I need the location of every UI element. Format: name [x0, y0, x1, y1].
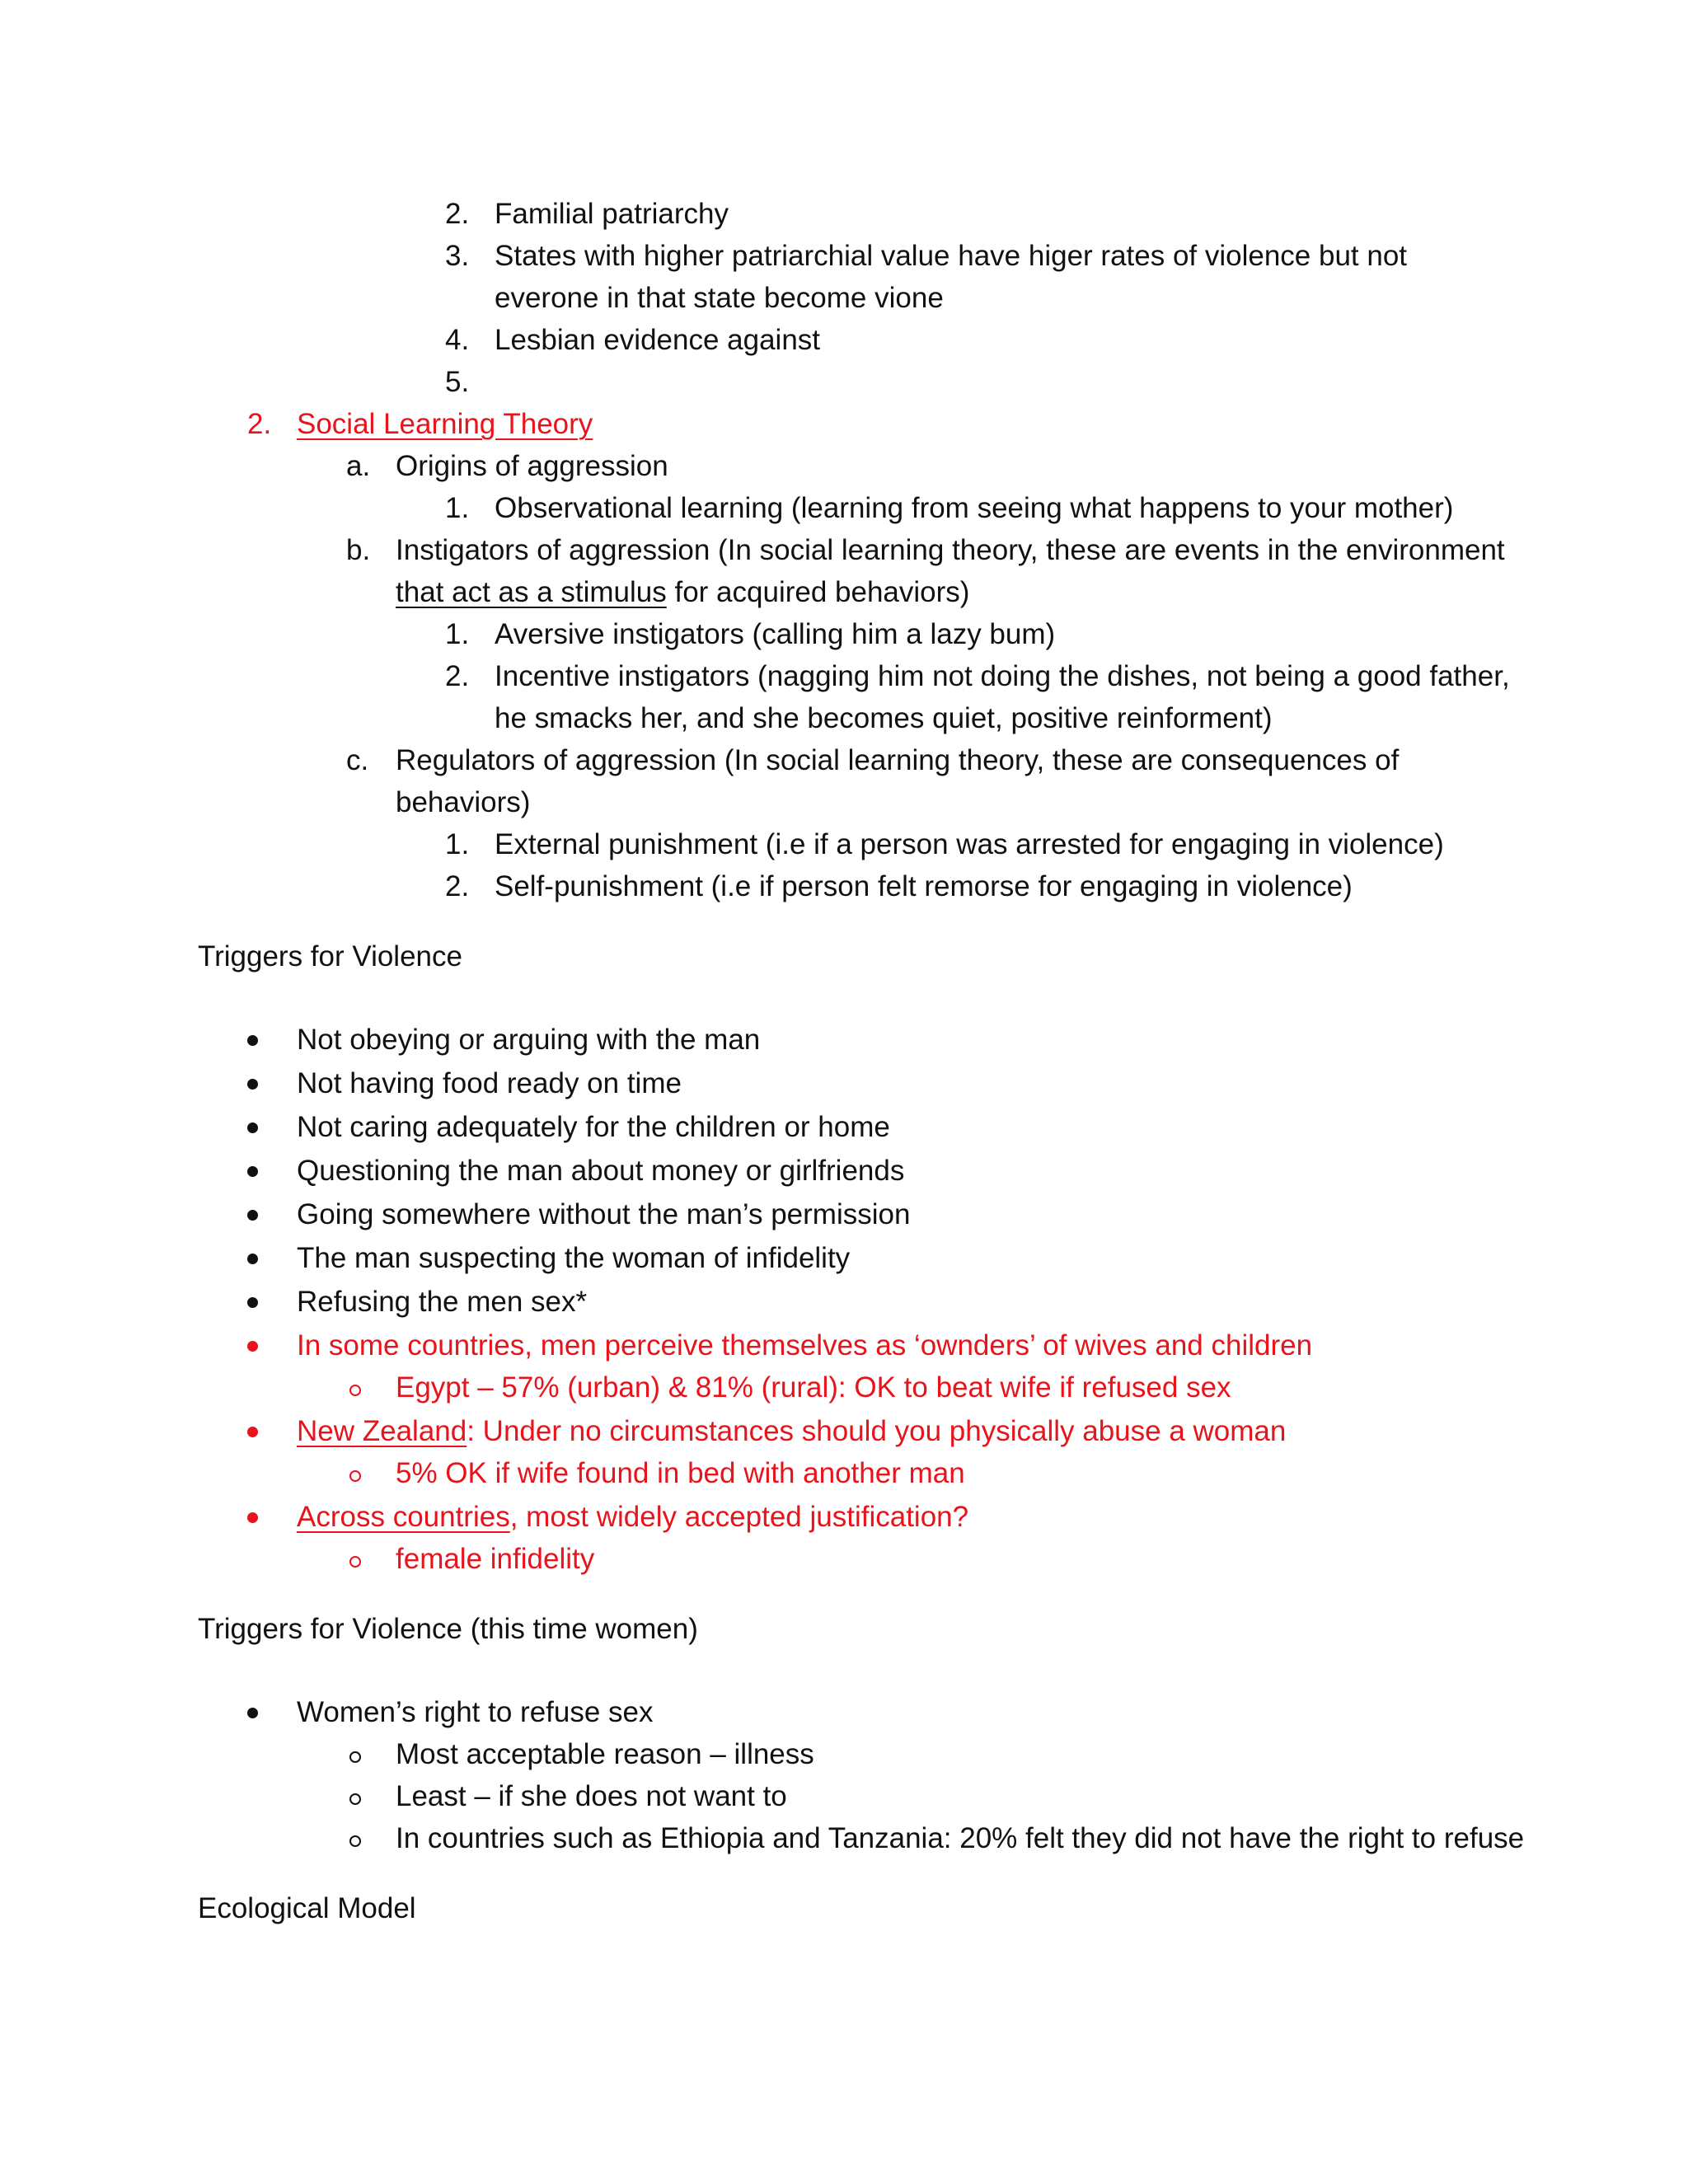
list-item: Not caring adequately for the children or home: [297, 1111, 890, 1143]
list-number: 5.: [445, 366, 470, 398]
list-number: 1.: [445, 828, 470, 860]
list-item: Questioning the man about money or girlfriends: [297, 1155, 905, 1187]
list-item: Refusing the men sex*: [297, 1286, 588, 1318]
sublist-item: Most acceptable reason – illness: [396, 1738, 814, 1770]
sublist-item-continuation: behaviors): [396, 786, 531, 818]
bullet-icon: [247, 1341, 258, 1352]
hollow-bullet-icon: [349, 1751, 361, 1763]
list-number: 2.: [445, 198, 470, 230]
list-item-text: Aversive instigators (calling him a lazy bum): [495, 618, 1056, 650]
underlined-phrase: that act as a stimulus: [396, 576, 667, 608]
list-item: Not having food ready on time: [297, 1067, 682, 1099]
sublist-item-text: Origins of aggression: [396, 450, 668, 482]
sublist-item: In countries such as Ethiopia and Tanzania: 20% felt they did not have the right to refuse: [396, 1822, 1525, 1854]
hollow-bullet-icon: [349, 1835, 361, 1847]
list-number: 4.: [445, 324, 470, 356]
bullet-icon: [247, 1079, 258, 1090]
list-item: Women’s right to refuse sex: [297, 1696, 654, 1728]
sublist-letter: b.: [346, 534, 371, 566]
list-item-text: Familial patriarchy: [495, 198, 729, 230]
list-item: The man suspecting the woman of infidelity: [297, 1242, 851, 1274]
hollow-bullet-icon: [349, 1385, 361, 1396]
list-item-text: Self-punishment (i.e if person felt remorse for engaging in violence): [495, 870, 1353, 902]
section-heading-ecological-model: Ecological Model: [198, 1892, 416, 1924]
sublist-item-continuation: [396, 576, 969, 609]
list-item-across-countries: [297, 1501, 968, 1534]
bullet-icon: [247, 1166, 258, 1177]
sublist-item-text: Instigators of aggression (In social learning theory, these are events in the environment: [396, 534, 1505, 566]
list-item-continuation: everone in that state become vione: [495, 282, 944, 314]
section-number: 2.: [247, 408, 272, 440]
hollow-bullet-icon: [349, 1556, 361, 1568]
list-number: 2.: [445, 870, 470, 902]
bullet-icon: [247, 1297, 258, 1308]
sublist-item-across: female infidelity: [396, 1543, 595, 1575]
sublist-item: Least – if she does not want to: [396, 1780, 787, 1812]
bullet-icon: [247, 1708, 258, 1718]
continuation-text: for acquired behaviors): [666, 576, 970, 608]
sublist-letter: c.: [346, 744, 369, 776]
bullet-icon: [247, 1427, 258, 1437]
list-item-rest: : Under no circumstances should you physically abuse a woman: [467, 1415, 1287, 1447]
list-item-rest: , most widely accepted justification?: [509, 1501, 969, 1533]
bullet-icon: [247, 1512, 258, 1523]
bullet-icon: [247, 1254, 258, 1264]
section-heading-triggers: Triggers for Violence: [198, 940, 462, 972]
list-number: 1.: [445, 618, 470, 650]
list-number: 1.: [445, 492, 470, 524]
sublist-item-egypt: Egypt – 57% (urban) & 81% (rural): OK to beat wife if refused sex: [396, 1371, 1231, 1404]
list-item-text: External punishment (i.e if a person was arrested for engaging in violence): [495, 828, 1444, 860]
sublist-item-nz: 5% OK if wife found in bed with another man: [396, 1457, 965, 1489]
underlined-phrase: New Zealand: [297, 1415, 467, 1447]
list-number: 2.: [445, 660, 470, 692]
list-item-text: Observational learning (learning from seeing what happens to your mother): [495, 492, 1454, 524]
list-item-text: Incentive instigators (nagging him not doing the dishes, not being a good father,: [495, 660, 1510, 692]
list-item-text: States with higher patriarchial value have higer rates of violence but not: [495, 240, 1408, 272]
list-item: Not obeying or arguing with the man: [297, 1024, 761, 1056]
section-title-social-learning-theory: Social Learning Theory: [297, 408, 593, 440]
underlined-phrase: Across countries: [297, 1501, 510, 1533]
bullet-icon: [247, 1035, 258, 1046]
sublist-letter: a.: [346, 450, 371, 482]
list-item-new-zealand: [297, 1415, 1286, 1448]
list-item-text: Lesbian evidence against: [495, 324, 821, 356]
list-item: Going somewhere without the man’s permission: [297, 1198, 911, 1230]
list-item-continuation: he smacks her, and she becomes quiet, positive reinforment): [495, 702, 1273, 734]
hollow-bullet-icon: [349, 1470, 361, 1482]
list-item-owners: In some countries, men perceive themselves as ‘ownders’ of wives and children: [297, 1329, 1313, 1361]
section-heading-triggers-women: Triggers for Violence (this time women): [198, 1613, 698, 1645]
hollow-bullet-icon: [349, 1793, 361, 1805]
list-number: 3.: [445, 240, 470, 272]
bullet-icon: [247, 1122, 258, 1133]
bullet-icon: [247, 1210, 258, 1221]
sublist-item-text: Regulators of aggression (In social learning theory, these are consequences of: [396, 744, 1400, 776]
